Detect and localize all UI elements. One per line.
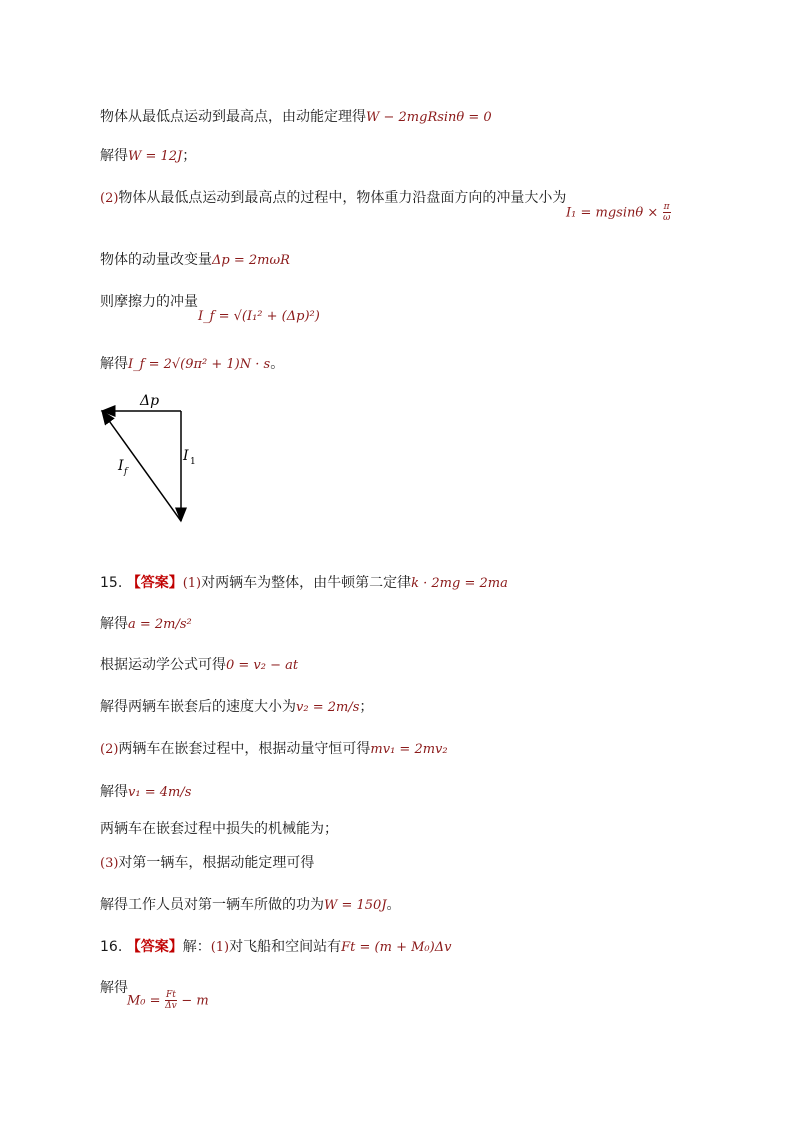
text-line-friction-result	[100, 354, 284, 375]
q16-header-line	[100, 937, 451, 958]
formula: 0 = v₂ − at	[226, 658, 299, 673]
formula: Δp = 2mωR	[212, 253, 290, 268]
formula-friction-impulse	[198, 306, 320, 327]
q16-solve-line	[100, 978, 128, 998]
formula: − m	[181, 993, 209, 1009]
text-line-momentum-change	[100, 250, 290, 271]
impulse-vector-diagram	[90, 388, 210, 533]
q15-kinematics-line	[100, 655, 298, 676]
sub-question-number: (1)	[210, 940, 230, 955]
sub-question-number: (2)	[100, 742, 119, 757]
formula: k · 2mg = 2ma	[411, 576, 508, 591]
frac-denominator: ω	[662, 213, 671, 223]
label-delta-p: Δp	[140, 393, 160, 409]
q15-acceleration-line	[100, 614, 192, 635]
formula: mv₁ = 2mv₂	[370, 742, 448, 757]
formula: v₂ = 2m/s	[296, 700, 360, 715]
text-line-gravity-impulse	[100, 188, 566, 209]
frac-numerator: π	[663, 202, 670, 212]
line-text: 两辆车在嵌套过程中，根据动量守恒可得	[118, 741, 371, 757]
formula: I_f = √(I₁² + (Δp)²)	[198, 309, 320, 324]
formula: M₀ =	[127, 993, 161, 1009]
frac-numerator: Ft	[166, 990, 176, 1000]
line-text: 物体从最低点运动到最高点，由动能定理得	[100, 109, 366, 125]
line-text: 解得	[100, 616, 128, 632]
question-number: 15.	[100, 575, 123, 591]
line-text: 对两辆车为整体，由牛顿第二定律	[201, 575, 412, 591]
label-i1: I	[183, 448, 189, 464]
line-text: 解得	[100, 980, 128, 996]
line-text: 物体从最低点运动到最高点的过程中，物体重力沿盘面方向的冲量大小为	[118, 190, 567, 206]
line-text: 对飞船和空间站有	[229, 939, 342, 955]
q15-v1-line	[100, 782, 191, 803]
q15-momentum-line	[100, 739, 448, 760]
line-text: 解得	[100, 148, 128, 164]
sub-question-number: (2)	[100, 191, 119, 206]
punctuation: 。	[386, 897, 401, 913]
line-text: 对第一辆车，根据动能定理可得	[118, 855, 315, 871]
formula: W = 12J	[128, 149, 183, 164]
q15-velocity-line	[100, 697, 373, 718]
fraction	[663, 202, 671, 223]
label-if: I	[118, 458, 124, 474]
q15-energy-loss-line	[100, 819, 338, 839]
answer-tag: 【答案】	[126, 575, 183, 591]
formula: W = 150J	[324, 898, 387, 913]
formula: v₁ = 4m/s	[128, 785, 192, 800]
text-line-work-result	[100, 146, 196, 167]
punctuation: ；	[359, 699, 374, 715]
line-text: 物体的动量改变量	[100, 252, 212, 268]
punctuation: ；	[182, 148, 197, 164]
fraction	[165, 990, 177, 1011]
label-if-sub: f	[124, 467, 128, 477]
line-text: 则摩擦力的冲量	[100, 294, 198, 310]
line-text: 两辆车在嵌套过程中损失的机械能为；	[100, 821, 338, 837]
q15-header-line	[100, 573, 508, 594]
sub-question-number: (1)	[182, 576, 202, 591]
q15-work-theorem-line	[100, 853, 314, 874]
solve-label: 解：	[182, 939, 211, 955]
line-text: 解得	[100, 784, 128, 800]
formula: W − 2mgRsinθ = 0	[366, 110, 492, 125]
text-line-energy-theorem	[100, 107, 492, 128]
formula: I₁ = mgsinθ ×	[566, 205, 659, 221]
if-arrow	[102, 411, 181, 521]
formula: I_f = 2√(9π² + 1)N · s	[128, 357, 271, 372]
line-text: 解得工作人员对第一辆车所做的功为	[100, 897, 324, 913]
answer-tag: 【答案】	[126, 939, 183, 955]
formula: a = 2m/s²	[128, 617, 192, 632]
line-text: 解得两辆车嵌套后的速度大小为	[100, 699, 296, 715]
formula: Ft = (m + M₀)Δv	[341, 940, 452, 955]
question-number: 16.	[100, 939, 123, 955]
text-line-friction-impulse	[100, 292, 198, 312]
line-text: 解得	[100, 356, 128, 372]
q15-work-result-line	[100, 895, 401, 916]
line-text: 根据运动学公式可得	[100, 657, 226, 673]
frac-denominator: Δv	[165, 1001, 177, 1011]
label-i1-sub: 1	[190, 457, 196, 467]
sub-question-number: (3)	[100, 856, 119, 871]
formula-gravity-impulse	[566, 202, 671, 224]
q16-formula-m0	[127, 990, 209, 1012]
punctuation: 。	[270, 356, 285, 372]
